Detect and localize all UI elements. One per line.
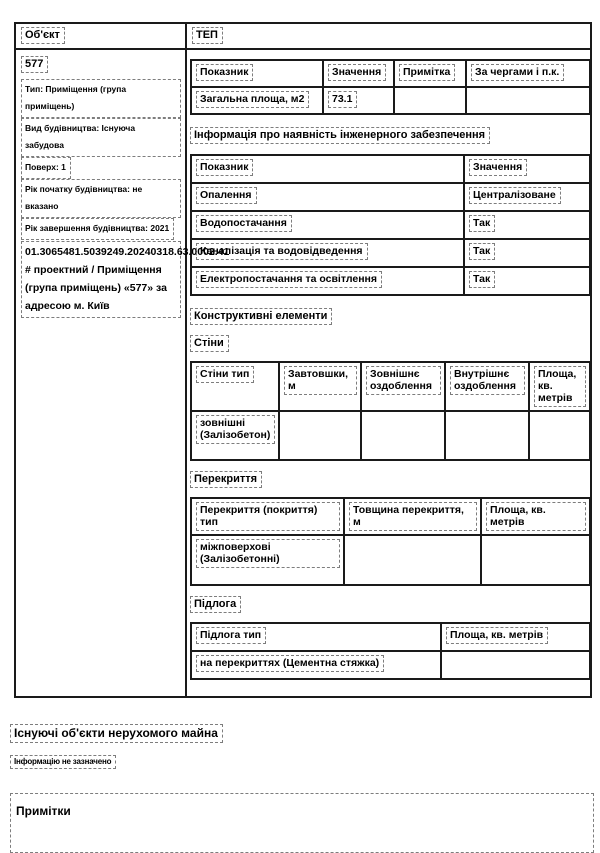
table-cell [445, 411, 529, 460]
table-cell: Централізоване [464, 183, 590, 211]
notes-title: Примітки [16, 804, 71, 818]
table-row [191, 411, 590, 460]
tep-content-cell [186, 49, 591, 697]
table-cell: міжповерхові (Залізобетонні) [191, 535, 344, 585]
table-cell [441, 651, 590, 679]
table-header-cell: Площа, кв. метрів [529, 362, 590, 411]
table-header-cell: Примітка [394, 60, 466, 87]
table-cell: Так [464, 239, 590, 267]
table-header-cell: Зовнішнє оздоблення [361, 362, 445, 411]
table-cell [344, 535, 481, 585]
bottom-section [10, 724, 594, 853]
table-cell: Опалення [191, 183, 464, 211]
table-header-row [191, 498, 590, 535]
table-row [191, 535, 590, 585]
table-header-cell: Площа, кв. метрів [481, 498, 590, 535]
no-info-text: Інформацію не зазначено [10, 751, 594, 769]
table-cell: Так [464, 211, 590, 239]
notes-section [10, 793, 594, 853]
table-row [191, 211, 590, 239]
object-end-year-line: Рік завершення будівництва: 2021 [21, 218, 181, 240]
table-cell [361, 411, 445, 460]
table-cell: Електропостачання та освітлення [191, 267, 464, 295]
table-cell: Так [464, 267, 590, 295]
table-cell: Загальна площа, м2 [191, 87, 323, 114]
object-start-year-line: Рік початку будівництва: не вказано [21, 179, 181, 218]
object-floor-line: Поверх: 1 [21, 157, 181, 179]
table-cell: Каналізація та водовідведення [191, 239, 464, 267]
table-cell: зовнішні (Залізобетон) [191, 411, 279, 460]
floor-table [190, 622, 591, 680]
tep-header-label: ТЕП [192, 27, 223, 44]
tep-indicators-table [190, 59, 591, 115]
floor-label: Підлога [190, 596, 584, 613]
table-row [191, 239, 590, 267]
table-header-cell: Товщина перекриття, м [344, 498, 481, 535]
table-header-row [15, 23, 591, 49]
constructive-section-title: Конструктивні елементи [190, 308, 584, 325]
slabs-table [190, 497, 591, 586]
engineering-section-title: Інформація про наявність інженерного забезпечення [190, 127, 584, 144]
table-header-cell: Площа, кв. метрів [441, 623, 590, 651]
table-body-row [15, 49, 591, 697]
table-header-cell: Завтовшки, м [279, 362, 361, 411]
object-tep-table [14, 22, 592, 698]
table-header-row [191, 623, 590, 651]
walls-label: Стіни [190, 335, 584, 352]
table-row [191, 267, 590, 295]
table-cell: 73.1 [323, 87, 394, 114]
table-header-row [191, 60, 590, 87]
table-cell [394, 87, 466, 114]
object-id: 577 [21, 56, 181, 73]
table-cell: Водопостачання [191, 211, 464, 239]
walls-table [190, 361, 591, 461]
table-header-cell: Значення [323, 60, 394, 87]
tep-column-header [186, 23, 591, 49]
table-header-row [191, 362, 590, 411]
table-cell [279, 411, 361, 460]
table-header-cell: Показник [191, 60, 323, 87]
table-header-cell: За чергами і п.к. [466, 60, 590, 87]
object-type-line: Тип: Приміщення (група приміщень) [21, 79, 181, 118]
object-project-reference: 01.3065481.5039249.20240318.63.0002.41 # проектний / Приміщення (група приміщень) «577» за адресою м. Київ [21, 241, 181, 318]
table-header-cell: Підлога тип [191, 623, 441, 651]
table-cell [529, 411, 590, 460]
object-header-label: Об'єкт [21, 27, 65, 44]
table-cell [466, 87, 590, 114]
slabs-label: Перекриття [190, 471, 584, 488]
document-page [0, 22, 600, 830]
table-row [191, 87, 590, 114]
table-header-cell: Стіни тип [191, 362, 279, 411]
table-header-row [191, 155, 590, 183]
object-construction-kind-line: Вид будівництва: Існуюча забудова [21, 118, 181, 157]
table-header-cell: Внутрішнє оздоблення [445, 362, 529, 411]
table-cell [481, 535, 590, 585]
existing-objects-title: Існуючі об'єкти нерухомого майна [10, 724, 594, 743]
engineering-table [190, 154, 591, 296]
table-header-cell: Значення [464, 155, 590, 183]
object-column-header [15, 23, 186, 49]
table-header-cell: Показник [191, 155, 464, 183]
table-row [191, 651, 590, 679]
table-header-cell: Перекриття (покриття) тип [191, 498, 344, 535]
table-row [191, 183, 590, 211]
table-cell: на перекриттях (Цементна стяжка) [191, 651, 441, 679]
